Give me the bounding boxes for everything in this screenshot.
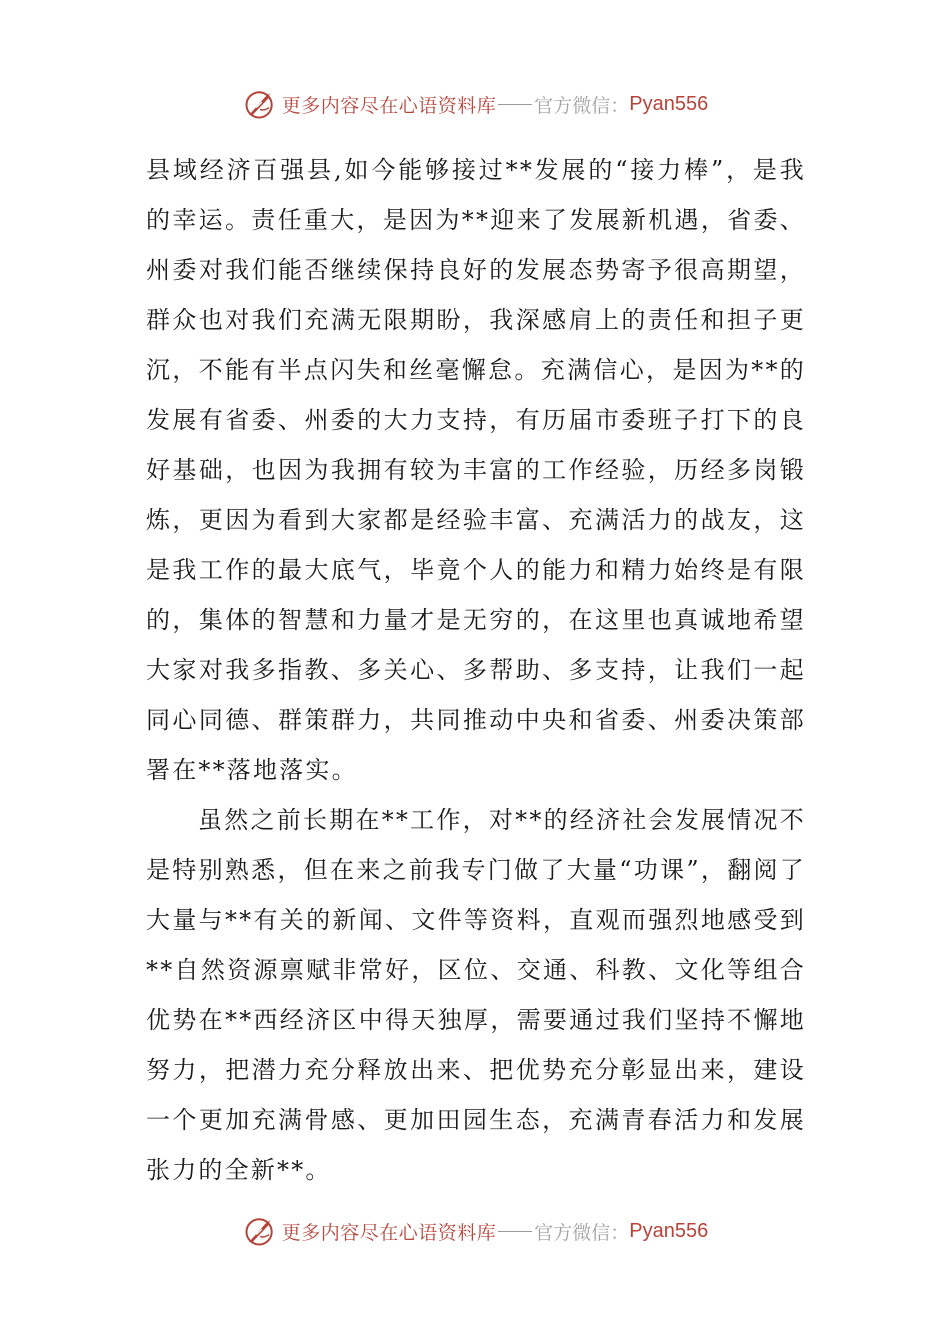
- brand-text: 更多内容尽在心语资料库: [281, 1221, 497, 1244]
- document-body: [146, 145, 806, 1195]
- header-banner: [0, 82, 950, 126]
- wechat-label: 官方微信：: [534, 1221, 630, 1244]
- quill-pen-logo-icon: [242, 1213, 278, 1249]
- wechat-label: 官方微信：: [534, 94, 630, 117]
- banner-divider: [498, 104, 532, 105]
- wechat-id: Pyan556: [629, 1219, 709, 1242]
- quill-pen-logo-icon: [242, 86, 278, 122]
- paragraph-2: 虽然之前长期在**工作，对**的经济社会发展情况不是特别熟悉，但在来之前我专门做了大量“功课”，翻阅了大量与**有关的新闻、文件等资料，直观而强烈地感受到**自然资源禀赋非常好，区位、交通、科教、文化等组合优势在**西经济区中得天独厚，需要通过我们坚持不懈地努力，把潜力充分释放出来、把优势充分彰显出来，建设一个更加充满骨感、更加田园生态，充满青春活力和发展张力的全新**。: [146, 806, 806, 1184]
- banner-divider: [498, 1231, 532, 1232]
- brand-text: 更多内容尽在心语资料库: [281, 94, 497, 117]
- footer-banner: [0, 1209, 950, 1253]
- paragraph-1: 县域经济百强县,如今能够接过**发展的“接力棒”，是我的幸运。责任重大，是因为**迎来了发展新机遇，省委、州委对我们能否继续保持良好的发展态势寄予很高期望，群众也对我们充满无限期盼，我深感肩上的责任和担子更沉，不能有半点闪失和丝毫懈怠。充满信心，是因为**的发展有省委、州委的大力支持，有历届市委班子打下的良好基础，也因为我拥有较为丰富的工作经验，历经多岗锻炼，更因为看到大家都是经验丰富、充满活力的战友，这是我工作的最大底气，毕竟个人的能力和精力始终是有限的，集体的智慧和力量才是无穷的，在这里也真诚地希望大家对我多指教、多关心、多帮助、多支持，让我们一起同心同德、群策群力，共同推动中央和省委、州委决策部署在**落地落实。: [146, 156, 806, 784]
- wechat-id: Pyan556: [629, 92, 709, 115]
